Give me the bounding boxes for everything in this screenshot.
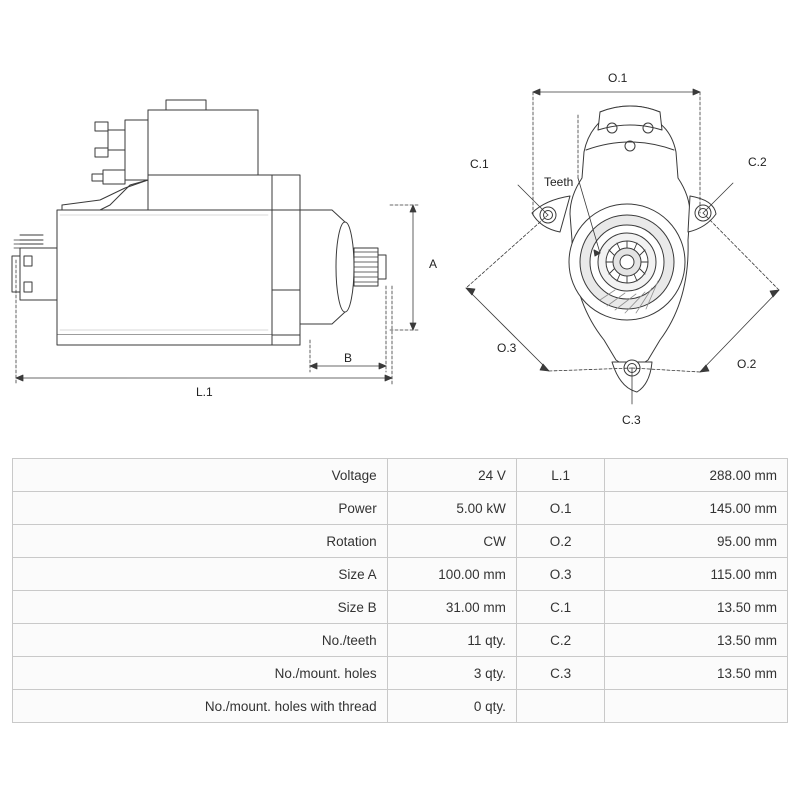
spec-code: O.3 — [516, 558, 605, 591]
spec-label: No./teeth — [13, 624, 388, 657]
label-c3: C.3 — [622, 413, 641, 427]
table-row — [13, 624, 788, 657]
spec-code: C.1 — [516, 591, 605, 624]
label-c2: C.2 — [748, 155, 767, 169]
spec-dimension: 95.00 mm — [605, 525, 788, 558]
side-view-starter — [12, 100, 418, 384]
table-row — [13, 591, 788, 624]
label-o2: O.2 — [737, 357, 757, 371]
label-teeth: Teeth — [544, 175, 574, 189]
dimension-a — [390, 205, 418, 330]
spec-code: C.2 — [516, 624, 605, 657]
label-a: A — [429, 257, 438, 271]
spec-value: 24 V — [387, 459, 516, 492]
spec-dimension — [605, 690, 788, 723]
spec-dimension: 13.50 mm — [605, 657, 788, 690]
spec-value: 31.00 mm — [387, 591, 516, 624]
spec-label: No./mount. holes with thread — [13, 690, 388, 723]
spec-dimension: 115.00 mm — [605, 558, 788, 591]
label-c1: C.1 — [470, 157, 489, 171]
spec-value: 3 qty. — [387, 657, 516, 690]
spec-value: 0 qty. — [387, 690, 516, 723]
table-row — [13, 525, 788, 558]
spec-code — [516, 690, 605, 723]
label-o3: O.3 — [497, 341, 517, 355]
spec-dimension: 13.50 mm — [605, 591, 788, 624]
spec-label: Rotation — [13, 525, 388, 558]
specifications-table — [12, 458, 788, 723]
spec-code: L.1 — [516, 459, 605, 492]
table-row — [13, 492, 788, 525]
spec-dimension: 145.00 mm — [605, 492, 788, 525]
label-b: B — [344, 351, 353, 365]
spec-label: Power — [13, 492, 388, 525]
spec-value: 100.00 mm — [387, 558, 516, 591]
spec-value: 5.00 kW — [387, 492, 516, 525]
spec-label: Size B — [13, 591, 388, 624]
spec-value: CW — [387, 525, 516, 558]
spec-value: 11 qty. — [387, 624, 516, 657]
spec-code: O.2 — [516, 525, 605, 558]
spec-label: Size A — [13, 558, 388, 591]
spec-dimension: 13.50 mm — [605, 624, 788, 657]
spec-table-container — [12, 458, 788, 723]
spec-code: C.3 — [516, 657, 605, 690]
table-row — [13, 690, 788, 723]
label-o1: O.1 — [608, 71, 628, 85]
spec-label: No./mount. holes — [13, 657, 388, 690]
front-view-starter — [466, 89, 779, 404]
table-row — [13, 459, 788, 492]
spec-code: O.1 — [516, 492, 605, 525]
table-row — [13, 657, 788, 690]
spec-dimension: 288.00 mm — [605, 459, 788, 492]
spec-label: Voltage — [13, 459, 388, 492]
label-l1: L.1 — [196, 385, 213, 399]
table-row — [13, 558, 788, 591]
